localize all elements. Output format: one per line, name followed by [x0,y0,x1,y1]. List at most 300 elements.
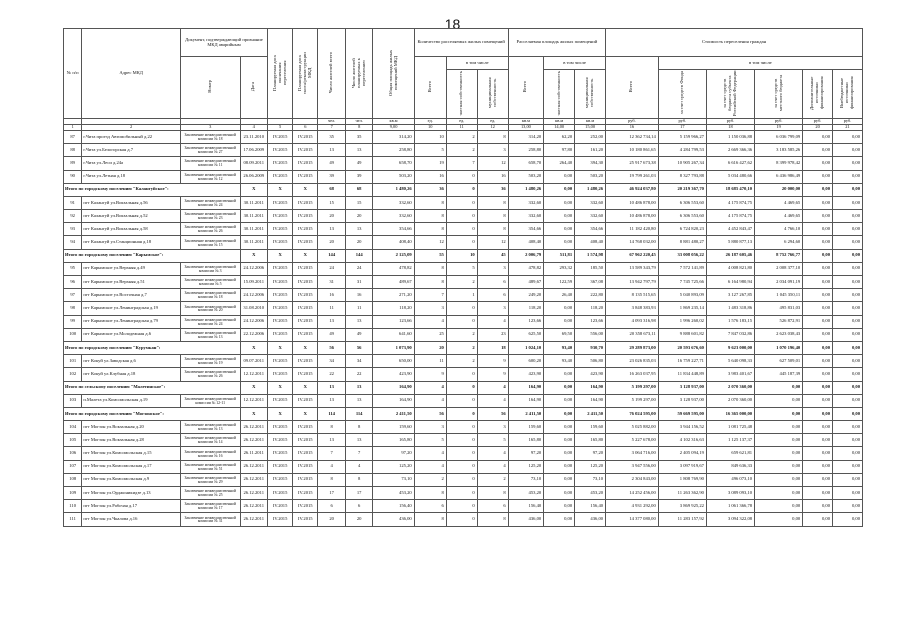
table-cell: 0,00 [833,196,863,209]
table-cell: 26,40 [544,289,575,302]
document-cell: Заключение межведомственной комиссии № 3 [180,262,240,275]
address-cell: г.Чита ул.Белогорская д.7 [82,144,181,157]
table-cell: 123,66 [373,315,414,328]
subtotal-cell: 0 [446,381,477,394]
table-cell: 31 [318,276,346,289]
table-cell: 13 589 343,79 [606,262,659,275]
table-cell: 8 [477,487,508,500]
table-cell: 489,67 [373,276,414,289]
table-cell: 26.12.2011 [240,513,268,526]
table-cell: 2 304 843,00 [606,473,659,486]
table-cell: 10 [414,130,446,143]
row-number: 90 [64,170,82,183]
table-cell: IV.2015 [293,328,318,341]
row-number: 89 [64,157,82,170]
address-cell: п.Малета ул.Комсомольская д.19 [82,394,181,407]
table-row [64,196,863,209]
table-cell: 159,60 [575,421,606,434]
table-cell: 5 040 893,09 [658,289,706,302]
table-cell: 408,40 [575,236,606,249]
subtotal-cell: 1 024,10 [508,341,544,354]
table-row [64,368,863,381]
table-cell: 26.12.2011 [240,434,268,447]
table-cell: 164,90 [373,394,414,407]
table-cell: IV.2015 [293,144,318,157]
table-cell: 8 [477,513,508,526]
table-cell: 0,00 [544,500,575,513]
table-row [64,421,863,434]
table-cell: 24 [345,262,373,275]
row-number: 92 [64,210,82,223]
table-cell: 20 [345,210,373,223]
header-rooms-incl: в том числе [446,57,508,70]
table-cell: IV.2015 [293,289,318,302]
subtotal-cell: 164,90 [575,381,606,394]
table-cell: 5 227 678,00 [606,434,659,447]
subtotal-cell: X [268,249,293,262]
subtotal-cell: 0,00 [544,381,575,394]
address-cell: пгт Карымское ул.Ленинградская д.79 [82,315,181,328]
table-cell: 8 [345,473,373,486]
address-cell: пгт Кокуй ул.Заводская д.6 [82,355,181,368]
table-cell: 1 483 318,86 [706,302,754,315]
table-cell: 625,50 [508,328,544,341]
table-cell: 165,80 [373,434,414,447]
table-cell: 9 [414,368,446,381]
table-cell: 4 931 292,00 [606,500,659,513]
table-cell: 0,00 [803,328,833,341]
table-cell: 0,00 [544,196,575,209]
table-cell: 13 [318,394,346,407]
table-cell: 367,08 [575,276,606,289]
table-cell: 118,20 [575,302,606,315]
column-number-cell: 8 [345,124,373,130]
table-cell: IV.2015 [293,210,318,223]
table-cell: 8 [318,421,346,434]
table-cell: 11 182 420,80 [606,223,659,236]
table-cell: 6 616 427,62 [706,157,754,170]
table-row [64,473,863,486]
subtotal-cell: 2 125,09 [373,249,414,262]
column-number-cell: 1 [64,124,82,130]
document-cell: Заключение межведомственной комиссии № 23 [180,210,240,223]
table-cell: 0,00 [803,144,833,157]
table-cell: 5 880 877,13 [706,236,754,249]
table-cell: 22 [345,368,373,381]
table-cell: 423,90 [575,368,606,381]
header-rooms-municipal: муниципальная собственность [486,77,497,109]
table-cell: 7 [318,447,346,460]
table-cell: IV.2015 [293,130,318,143]
table-cell: 436,00 [373,513,414,526]
subtotal-cell: X [268,183,293,196]
subtotal-cell: 26 187 605,46 [706,249,754,262]
table-cell: 8 327 793,88 [658,170,706,183]
document-cell: Заключение межведомственной комиссии № 25 [180,487,240,500]
table-cell: 0,00 [755,513,803,526]
table-cell: 16 [318,289,346,302]
header-area-total: Всего [522,80,528,93]
unit-cell: чел. [318,118,346,124]
table-cell: 0,00 [803,262,833,275]
row-number: 105 [64,434,82,447]
table-cell: 4 [477,315,508,328]
table-cell: 0 [446,368,477,381]
subtotal-cell: 46 924 037,80 [606,183,659,196]
table-cell: 0 [446,487,477,500]
address-cell: г.Чита ул.Летная д.18 [82,170,181,183]
table-cell: 26.06.2009 [240,170,268,183]
table-cell: 10 486 878,00 [606,210,659,223]
subtotal-cell: 0,00 [803,381,833,394]
column-number-cell: 18 [706,124,754,130]
table-cell: 4 [477,447,508,460]
subtotal-cell: 0 [446,183,477,196]
table-cell: 3 097 919,67 [658,460,706,473]
table-cell: 2 405 094,19 [658,447,706,460]
table-cell: 11 834 448,89 [658,368,706,381]
table-cell: IV.2015 [293,355,318,368]
table-cell: 118,20 [508,302,544,315]
subtotal-cell: 0,00 [833,183,863,196]
document-cell: Заключение межведомственной комиссии № 20 [180,302,240,315]
table-cell: 12 362 734,14 [606,130,659,143]
table-cell: 6 306 553,60 [658,210,706,223]
unit-cell: руб. [803,118,833,124]
table-cell: 4 [477,460,508,473]
subtotal-cell: 2 070 360,00 [706,381,754,394]
table-cell: 293,32 [544,262,575,275]
table-row [64,262,863,275]
table-cell: 49 [318,328,346,341]
table-cell: 0 [446,421,477,434]
table-cell: 16 [414,170,446,183]
subtotal-cell: 13 [345,381,373,394]
table-cell: 16 759 227,71 [658,355,706,368]
table-cell: 0,00 [833,328,863,341]
table-cell: 1 808 769,90 [658,473,706,486]
table-cell: 3 [414,302,446,315]
table-cell: 13 [345,144,373,157]
table-cell: 4 [345,460,373,473]
table-cell: 0,00 [755,394,803,407]
table-row [64,434,863,447]
table-cell: IV.2015 [293,170,318,183]
page-number: 18 [444,16,461,32]
table-row [64,328,863,341]
table-cell: 0,00 [833,302,863,315]
table-cell: 332,60 [373,196,414,209]
document-cell: Заключение межведомственной комиссии № 16 [180,447,240,460]
subtotal-cell: X [240,249,268,262]
table-cell: 5 [414,144,446,157]
table-cell: 453,20 [373,487,414,500]
subtotal-cell: 5 199 297,00 [606,381,659,394]
table-cell: 0,00 [833,460,863,473]
header-plan-demolish: Планируемая дата сноса/реконструкции МКД [296,51,312,94]
table-cell: 31.08.2010 [240,302,268,315]
table-cell: 1 [446,289,477,302]
header-document: Документ, подтверждающий признание МКД аварийным [180,29,267,57]
header-cost-total: Всего [628,80,634,93]
table-cell: IV.2015 [293,460,318,473]
subtotal-cell: 3 128 937,00 [658,381,706,394]
subtotal-cell: 930,70 [575,341,606,354]
document-cell: Заключение межведомственной комиссии № 19 [180,355,240,368]
subtotal-cell: X [293,381,318,394]
table-cell: IV.2015 [293,421,318,434]
table-cell: 8 135 515,65 [606,289,659,302]
table-cell: 252,00 [575,130,606,143]
table-cell: 11 [345,302,373,315]
table-cell: 503,20 [575,170,606,183]
subtotal-cell: 36 [414,183,446,196]
table-cell: 13 [318,315,346,328]
subtotal-cell: 67 962 220,45 [606,249,659,262]
table-cell: 49 [345,328,373,341]
header-cost-incl: в том числе [658,57,862,70]
table-cell: 13 [318,434,346,447]
subtotal-cell: 164,90 [373,381,414,394]
table-cell: 0,00 [803,170,833,183]
column-number-cell: 20 [803,124,833,130]
subtotal-row [64,183,863,196]
row-number: 97 [64,289,82,302]
subtotal-cell: 0,00 [803,249,833,262]
table-cell: 9 [477,355,508,368]
table-cell: 3 127 267,85 [706,289,754,302]
table-cell: 332,60 [508,196,544,209]
table-cell: 0 [446,210,477,223]
resettlement-table [63,28,863,527]
table-cell: 6 [477,276,508,289]
table-row [64,394,863,407]
subtotal-cell: X [293,341,318,354]
table-cell: 0,00 [833,394,863,407]
table-cell: 423,90 [373,368,414,381]
table-cell: 496 073,10 [706,473,754,486]
subtotal-cell: 20 219 367,70 [658,183,706,196]
subtotal-cell: 68 [345,183,373,196]
table-cell: IV.2015 [268,276,293,289]
table-cell: 13 [318,223,346,236]
table-cell: 6 164 980,94 [706,276,754,289]
table-cell: 354,66 [373,223,414,236]
document-cell: Заключение межведомственной комиссии № 18 [180,289,240,302]
table-cell: 12 [414,236,446,249]
table-cell: 8 [477,223,508,236]
table-cell: 0,00 [803,421,833,434]
table-cell: 14 377 080,00 [606,513,659,526]
document-cell: Заключение межведомственной комиссии № 31 [180,513,240,526]
table-cell: 394,30 [575,157,606,170]
unit-cell: руб. [755,118,803,124]
table-cell: IV.2015 [268,302,293,315]
table-cell: 185,50 [575,262,606,275]
header-no: № п/п [64,29,82,119]
subtotal-cell: 164,90 [508,381,544,394]
row-number: 108 [64,473,82,486]
table-cell: 10 486 878,00 [606,196,659,209]
table-cell: 13 942 797,79 [606,276,659,289]
table-cell: 1 125 137,37 [706,434,754,447]
table-cell: 2 070 360,00 [706,394,754,407]
document-cell: Заключение межведомственной комиссии № 24 [180,315,240,328]
table-cell: IV.2015 [293,223,318,236]
table-cell: 0,00 [544,223,575,236]
table-cell: 12 [477,236,508,249]
table-cell: 0 [446,473,477,486]
table-cell: 478,82 [508,262,544,275]
table-cell: 26.12.2011 [240,473,268,486]
subtotal-cell: X [240,381,268,394]
table-cell: IV.2015 [268,447,293,460]
table-cell: 436,00 [575,513,606,526]
table-cell: 445 187,39 [755,368,803,381]
table-cell: 118,20 [373,302,414,315]
row-number: 107 [64,460,82,473]
table-cell: 8 881 480,27 [658,236,706,249]
table-cell: 0,00 [544,447,575,460]
column-number-cell: 21 [833,124,863,130]
table-cell: 164,90 [575,394,606,407]
subtotal-cell: 2 411,50 [575,407,606,420]
table-cell: 0,00 [833,434,863,447]
table-cell: 8 [477,130,508,143]
table-cell: 332,60 [373,210,414,223]
table-cell: 4 [414,315,446,328]
table-cell: 503,20 [508,170,544,183]
header-area-group: Расселяемая площадь жилых помещений [508,29,605,57]
table-cell: 0,00 [803,315,833,328]
header-rooms-total: Всего [426,80,432,93]
column-number-cell: 17 [658,124,706,130]
subtotal-cell: X [293,407,318,420]
table-cell: 08.09.2011 [240,157,268,170]
subtotal-cell: 2 [446,341,477,354]
table-cell: 354,66 [575,223,606,236]
table-cell: 0,00 [544,487,575,500]
table-row [64,355,863,368]
table-cell: 0,00 [833,223,863,236]
table-cell: IV.2015 [268,487,293,500]
table-row [64,170,863,183]
table-cell: 0 [446,315,477,328]
table-cell: 0,00 [803,368,833,381]
subtotal-cell: 59 669 595,00 [658,407,706,420]
table-cell: 0,00 [803,157,833,170]
table-cell: 2 034 091,19 [755,276,803,289]
column-number-cell: 3 [180,124,240,130]
table-cell: 6 724 820,23 [658,223,706,236]
table-cell: IV.2015 [268,196,293,209]
table-cell: 26.12.2011 [240,421,268,434]
subtotal-cell: 20 [414,341,446,354]
table-cell: IV.2015 [293,236,318,249]
table-cell: 4 [414,447,446,460]
subtotal-cell: 68 [318,183,346,196]
address-cell: пгт Могзон ул.Комсомольская д.15 [82,447,181,460]
table-cell: IV.2015 [293,262,318,275]
table-cell: 13 [345,315,373,328]
table-cell: 97,80 [544,144,575,157]
table-cell: 0,00 [544,421,575,434]
table-row [64,130,863,143]
table-cell: 408,40 [508,236,544,249]
subtotal-cell: 4 [477,381,508,394]
table-cell: 0,00 [544,394,575,407]
table-cell: 0,00 [803,434,833,447]
table-cell: 2 [414,473,446,486]
subtotal-cell: 0,00 [833,249,863,262]
table-cell: 0,00 [755,487,803,500]
table-cell: 0,00 [803,394,833,407]
table-cell: IV.2015 [293,394,318,407]
table-cell: 0,00 [803,487,833,500]
subtotal-row [64,341,863,354]
address-cell: пгт Карымское ул.Молодежная д.6 [82,328,181,341]
table-cell: 3 944 156,52 [658,421,706,434]
subtotal-cell: X [293,183,318,196]
table-cell: 1 061 366,78 [706,500,754,513]
table-cell: 5 640 098,33 [706,355,754,368]
table-cell: 556,00 [575,328,606,341]
subtotal-cell: 0 [446,407,477,420]
table-cell: 159,60 [373,421,414,434]
table-cell: 658,70 [508,157,544,170]
table-header [64,29,863,131]
table-cell: 24 [318,262,346,275]
unit-cell: ед. [477,118,508,124]
table-cell: 5 025 882,00 [606,421,659,434]
table-cell: 0,00 [803,196,833,209]
table-cell: IV.2015 [293,196,318,209]
row-number: 103 [64,394,82,407]
table-cell: 12.12.2011 [240,394,268,407]
header-cost-region: за счет средств бюджета субъекта Российской Федерации [722,70,737,116]
document-cell: Заключение межведомственной комиссии № 29 [180,473,240,486]
table-cell: 0,00 [833,473,863,486]
table-cell: 26.12.2011 [240,487,268,500]
table-cell: 0,00 [803,447,833,460]
table-cell: 6 [477,500,508,513]
table-cell: 0,00 [833,236,863,249]
table-cell: 4 766,10 [755,223,803,236]
table-cell: 453,20 [575,487,606,500]
table-cell: 600,20 [508,355,544,368]
table-cell: 6 036 799,09 [755,130,803,143]
table-cell: 15 [318,196,346,209]
table-cell: IV.2015 [268,434,293,447]
subtotal-cell: 1 480,26 [575,183,606,196]
table-cell: 4 284 799,53 [658,144,706,157]
table-cell: 9 888 601,82 [658,328,706,341]
table-cell: 13 [345,434,373,447]
table-cell: 2 623 038,43 [755,328,803,341]
table-cell: 3 [477,144,508,157]
table-cell: 0 [446,460,477,473]
header-rooms-group: Количество расселяемых жилых помещений [414,29,508,57]
table-row [64,460,863,473]
table-cell: 123,66 [575,315,606,328]
table-cell: 30.11.2011 [240,236,268,249]
subtotal-label: Итого по городскому поселению "Курумкан": [64,341,241,354]
table-cell: 2 [477,473,508,486]
table-cell: 26.12.2011 [240,500,268,513]
table-cell: 0,00 [833,262,863,275]
table-cell: 0,00 [833,276,863,289]
subtotal-cell: 0,00 [803,341,833,354]
